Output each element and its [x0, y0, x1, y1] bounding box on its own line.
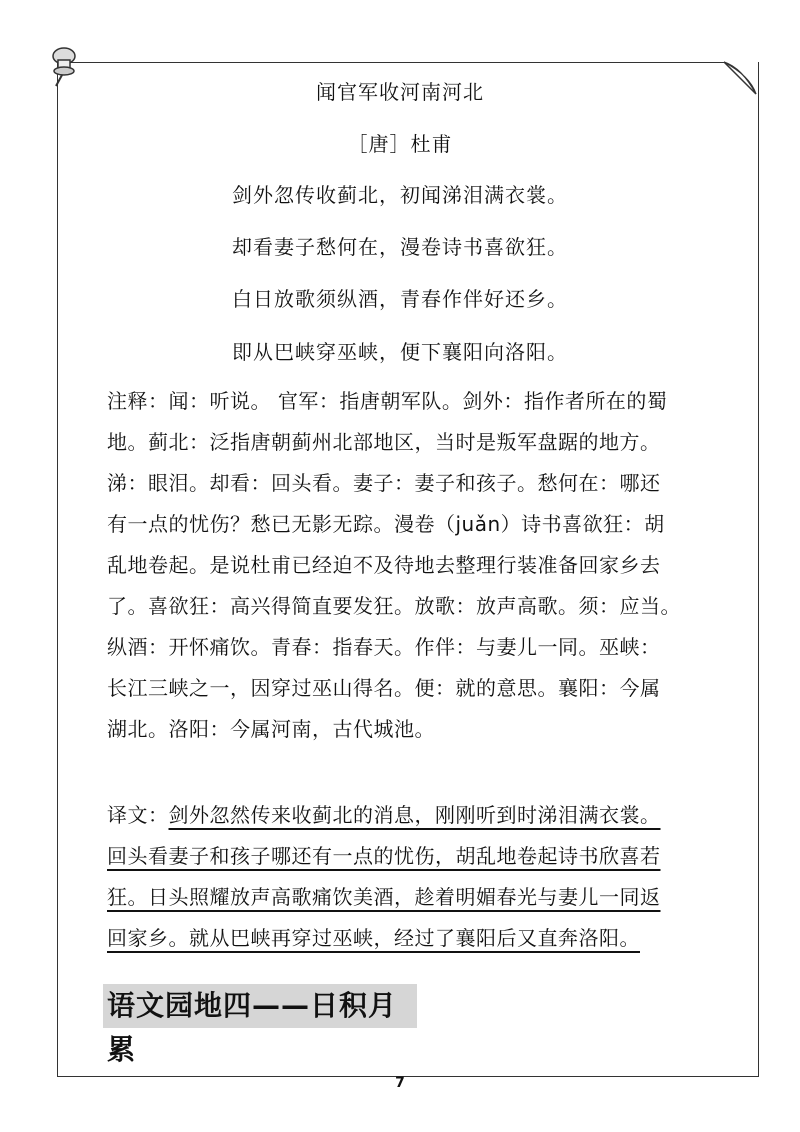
notes-line: 长江三峡之一，因穿过巫山得名。便：就的意思。襄阳：今属 — [107, 676, 661, 700]
translation-text: 回家乡。就从巴峡再穿过巫峡，经过了襄阳后又直奔洛阳。 — [107, 926, 640, 950]
translation-line — [107, 836, 747, 877]
section-heading: 语文园地四——日积月累 — [103, 984, 417, 1028]
translation-paragraph — [107, 795, 747, 959]
translation-line — [107, 877, 747, 918]
poem-title: 闻官军收河南河北 — [316, 80, 484, 104]
translation-label: 译文： — [107, 803, 169, 827]
poem-line: 却看妻子愁何在，漫卷诗书喜欲狂。 — [232, 235, 568, 259]
translation-text: 剑外忽然传来收蓟北的消息，刚刚听到时涕泪满衣裳。 — [168, 803, 661, 827]
translation-text: 回头看妻子和孩子哪还有一点的忧伤，胡乱地卷起诗书欣喜若 — [107, 844, 661, 868]
translation-text: 狂。日头照耀放声高歌痛饮美酒，趁着明媚春光与妻儿一同返 — [107, 885, 661, 909]
notes-line: 注释：闻：听说。 官军：指唐朝军队。剑外：指作者所在的蜀 — [107, 389, 668, 413]
page-number: 7 — [395, 1075, 405, 1091]
notes-line: 了。喜欲狂：高兴得简直要发狂。放歌：放声高歌。须：应当。 — [107, 594, 681, 618]
translation-line — [107, 918, 747, 959]
translation-line — [107, 795, 747, 836]
notes-line: 有一点的忧伤？愁已无影无踪。漫卷（juǎn）诗书喜欲狂：胡 — [107, 512, 665, 536]
poem-line: 白日放歌须纵酒，青春作伴好还乡。 — [232, 287, 568, 311]
notes-paragraph — [107, 381, 747, 750]
notes-line: 乱地卷起。是说杜甫已经迫不及待地去整理行装准备回家乡去 — [107, 553, 661, 577]
poem-author: ［唐］杜甫 — [347, 132, 453, 156]
poem-line: 剑外忽传收蓟北，初闻涕泪满衣裳。 — [232, 183, 568, 207]
notes-line: 湖北。洛阳：今属河南，古代城池。 — [107, 717, 435, 741]
poem-line: 即从巴峡穿巫峡，便下襄阳向洛阳。 — [232, 340, 568, 364]
notes-line: 涕：眼泪。却看：回头看。妻子：妻子和孩子。愁何在：哪还 — [107, 471, 661, 495]
notes-line: 纵酒：开怀痛饮。青春：指春天。作伴：与妻儿一同。巫峡： — [107, 635, 661, 659]
page-frame-top — [57, 62, 725, 63]
notes-line: 地。蓟北：泛指唐朝蓟州北部地区，当时是叛军盘踞的地方。 — [107, 430, 661, 454]
